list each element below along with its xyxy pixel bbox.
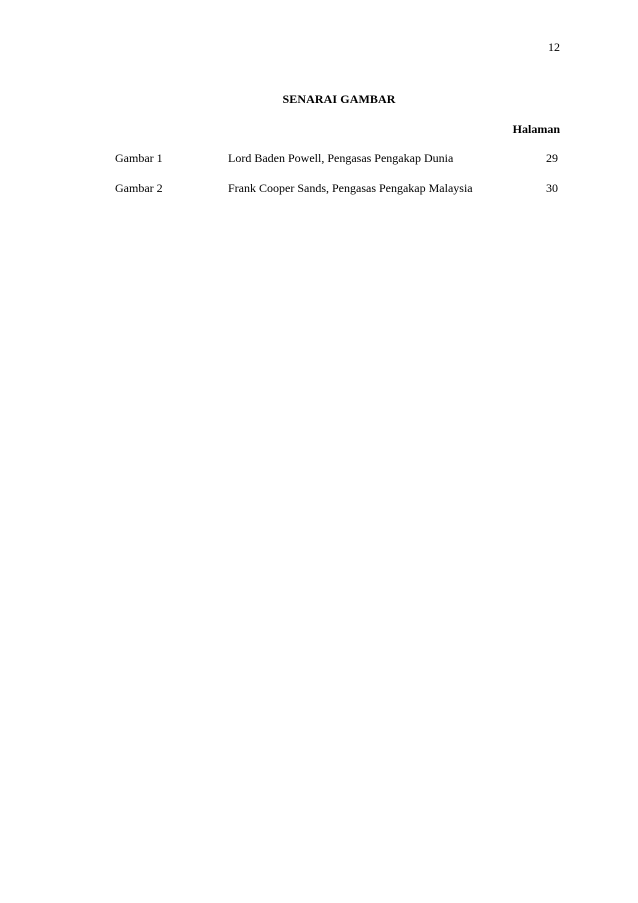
figure-label: Gambar 2 xyxy=(115,181,163,195)
page-title: SENARAI GAMBAR xyxy=(282,92,396,106)
figure-title: Lord Baden Powell, Pengasas Pengakap Dunia xyxy=(228,151,454,165)
figure-label: Gambar 1 xyxy=(115,151,163,165)
page-column-header: Halaman xyxy=(512,122,560,136)
figure-page: 30 xyxy=(546,181,558,195)
list-item xyxy=(115,151,558,181)
page-number: 12 xyxy=(548,40,560,54)
figure-page: 29 xyxy=(546,151,558,165)
figure-title: Frank Cooper Sands, Pengasas Pengakap Malaysia xyxy=(228,181,473,195)
list-item xyxy=(115,181,558,211)
figure-list xyxy=(115,151,558,211)
